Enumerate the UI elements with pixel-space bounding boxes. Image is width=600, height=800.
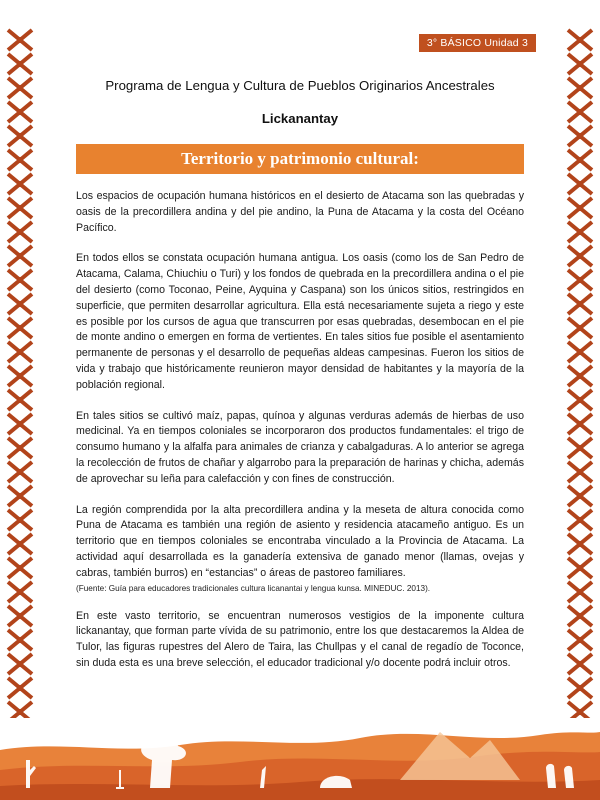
section-title: Territorio y patrimonio cultural: — [181, 149, 419, 168]
people-title: Lickanantay — [261, 111, 339, 126]
paragraph: Los espacios de ocupación humana históricos en el desierto de Atacama son las quebradas y oasis de la precordillera andina y del pie andino, la Puna de Atacama y la costa del Océano Pacífico. — [76, 190, 524, 234]
grade-unit-badge: 3° BÁSICO Unidad 3 — [419, 34, 536, 52]
right-decorative-border — [566, 28, 594, 718]
program-title: Programa de Lengua y Cultura de Pueblos Originarios Ancestrales — [105, 78, 495, 93]
closing-paragraph: En este vasto territorio, se encuentran numerosos vestigios de la imponente cultura lickanantay, que forman parte vívida de su patrimonio, entre los que destacaremos la Aldea de Tulor, las figuras rupestres del Alero de Taira, las Chullpas y el canal de regadío de Toconce, sin duda esta es una breve selección, el educador tradicional y/o docente podrá incluir otros. — [76, 609, 524, 669]
body-text — [76, 189, 524, 687]
footer-landscape-illustration — [0, 710, 600, 800]
source-note: (Fuente: Guía para educadores tradicionales cultura licanantai y lengua kunsa. MINEDUC. 2013). — [76, 583, 431, 593]
paragraph: En todos ellos se constata ocupación humana antigua. Los oasis (como los de San Pedro de Atacama, Calama, Chiuchiu o Turi) y los fondos de quebrada en la precordillera andina o el pie del desierto (como Toconao, Peine, Ayquina y Caspana) son los únicos sitios, restringidos en superficie, que permiten desarrollar agricultura. Ella está necesariamente sujeta a riego y este es posible por los cursos de agua que transcurren por esas quebradas, desembocan en el pie de monte andino o emergen en forma de vertientes. En tales sitios fue posible el asentamiento permanente de personas y el desarrollo de pequeñas aldeas campesinas. Fueron los sitios de vida y trabajo que históricamente reunieron mayor densidad de habitantes y la mayoría de la población regional. — [76, 252, 524, 391]
paragraph: En tales sitios se cultivó maíz, papas, quínoa y algunas verduras además de hierbas de uso medicinal. Ya en tiempos coloniales se incorporaron dos productos fundamentales: el trigo de consumo humano y la alfalfa para animales de crianza y cabalgaduras. A lo anterior se agrega la recolección de frutos de chañar y algarrobo para la preparación de harinas y chicha, además de aprovechar su leña para calefacción y con fines de construcción. — [76, 409, 524, 485]
paragraph: La región comprendida por la alta precordillera andina y la meseta de altura conocida como Puna de Atacama es también una región de asiento y residencia atacameño antiguo. Es un territorio que en tiempos coloniales se encontraba vinculado a la Provincia de Atacama. La actividad aquí desarrollada es la ganadería extensiva de ganado menor (llamas, ovejas y cabras, también burros) en “estancias” o áreas de pastoreo familiares. — [76, 503, 524, 579]
left-decorative-border — [6, 28, 34, 718]
section-banner — [76, 144, 524, 174]
